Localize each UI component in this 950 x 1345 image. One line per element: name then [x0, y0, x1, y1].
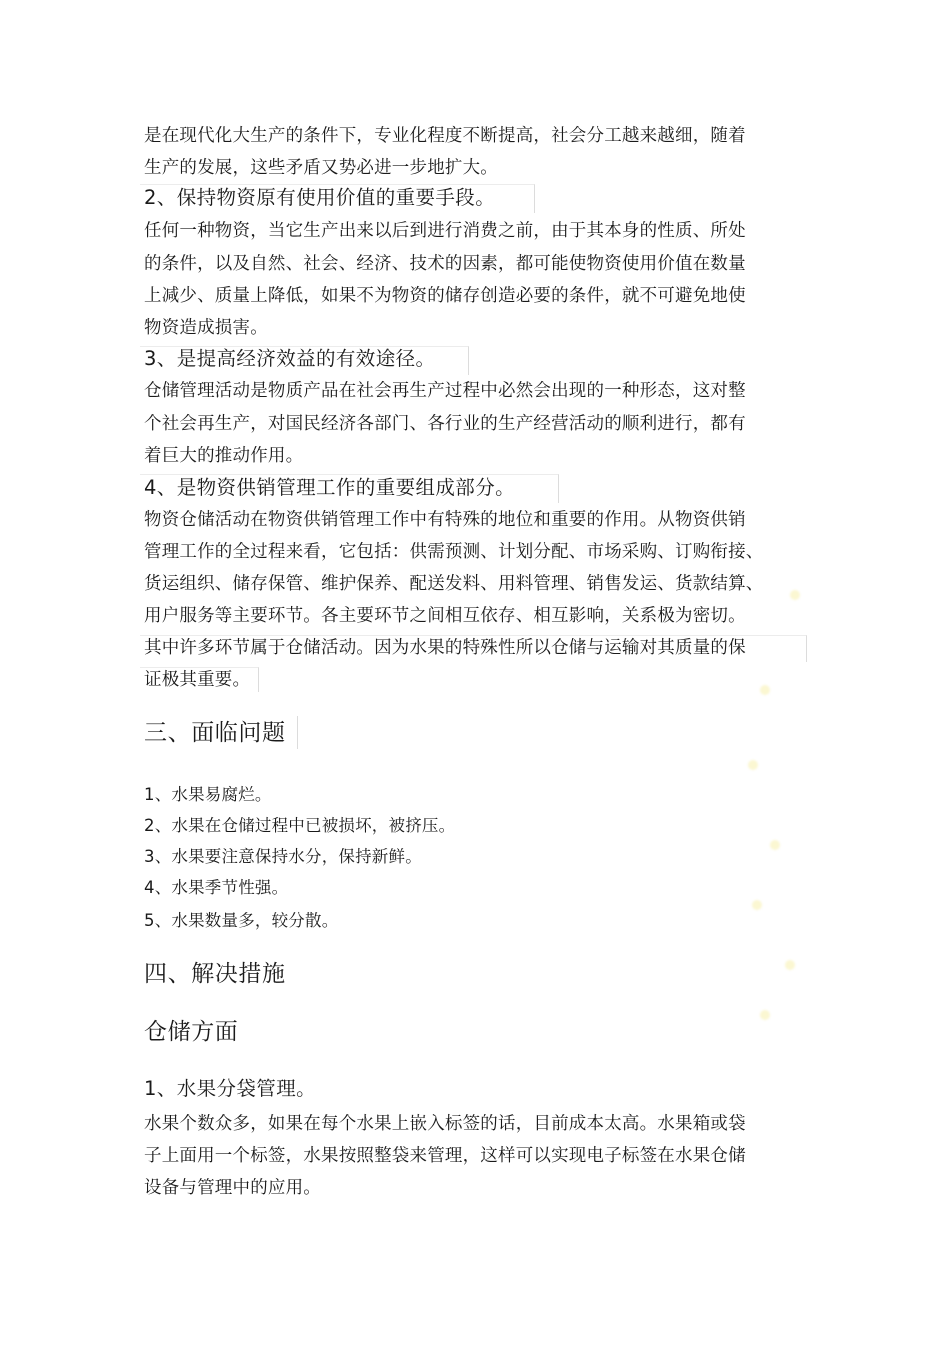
list-item: 5、水果数量多，较分散。: [144, 911, 339, 930]
decorative-sparkle: [785, 960, 795, 970]
paragraph-line: 生产的发展，这些矛盾又势必进一步地扩大。: [144, 158, 498, 178]
list-item: 2、水果在仓储过程中已被损坏，被挤压。: [144, 816, 456, 835]
paragraph-line: 设备与管理中的应用。: [144, 1178, 321, 1198]
paragraph-line: 个社会再生产，对国民经济各部门、各行业的生产经营活动的顺利进行，都有: [144, 414, 746, 434]
decorative-sparkle: [760, 685, 770, 695]
decorative-sparkle: [748, 760, 758, 770]
section-subtitle: 仓储方面: [144, 1019, 239, 1045]
paragraph-line: 证极其重要。: [144, 670, 251, 690]
paragraph-line: 的条件，以及自然、社会、经济、技术的因素，都可能使物资使用价值在数量: [144, 254, 746, 274]
decorative-sparkle: [760, 1010, 770, 1020]
decorative-sparkle: [790, 590, 800, 600]
paragraph-line: 仓储管理活动是物质产品在社会再生产过程中必然会出现的一种形态，这对整: [144, 381, 746, 401]
paragraph-line: 物资仓储活动在物资供销管理工作中有特殊的地位和重要的作用。从物资供销: [144, 510, 746, 530]
paragraph-line: 任何一种物资，当它生产出来以后到进行消费之前，由于其本身的性质、所处: [144, 221, 746, 241]
section-heading: 三、面临问题: [144, 720, 286, 746]
subsection-heading: 1、水果分袋管理。: [144, 1077, 317, 1100]
paragraph-line: 用户服务等主要环节。各主要环节之间相互依存、相互影响，关系极为密切。: [144, 606, 746, 626]
decorative-sparkle: [770, 840, 780, 850]
list-item: 3、水果要注意保持水分，保持新鲜。: [144, 847, 422, 866]
paragraph-line: 是在现代化大生产的条件下，专业化程度不断提高，社会分工越来越细，随着: [144, 126, 746, 146]
paragraph-line: 管理工作的全过程来看，它包括：供需预测、计划分配、市场采购、订购衔接、: [144, 542, 764, 562]
section-heading: 四、解决措施: [144, 961, 286, 987]
subsection-heading: 3、是提高经济效益的有效途径。: [144, 347, 436, 370]
subsection-heading: 2、保持物资原有使用价值的重要手段。: [144, 186, 496, 209]
paragraph-line: 上减少、质量上降低，如果不为物资的储存创造必要的条件，就不可避免地使: [144, 286, 746, 306]
subsection-heading: 4、是物资供销管理工作的重要组成部分。: [144, 476, 516, 499]
paragraph-line: 着巨大的推动作用。: [144, 446, 304, 466]
paragraph-line: 子上面用一个标签，水果按照整袋来管理，这样可以实现电子标签在水果仓储: [144, 1146, 746, 1166]
paragraph-line: 水果个数众多，如果在每个水果上嵌入标签的话，目前成本太高。水果箱或袋: [144, 1114, 746, 1134]
paragraph-line: 其中许多环节属于仓储活动。因为水果的特殊性所以仓储与运输对其质量的保: [144, 638, 746, 658]
decorative-sparkle: [752, 900, 762, 910]
paragraph-line: 物资造成损害。: [144, 318, 268, 338]
paragraph-line: 货运组织、储存保管、维护保养、配送发料、用料管理、销售发运、货款结算、: [144, 574, 764, 594]
list-item: 4、水果季节性强。: [144, 878, 289, 897]
list-item: 1、水果易腐烂。: [144, 785, 272, 804]
